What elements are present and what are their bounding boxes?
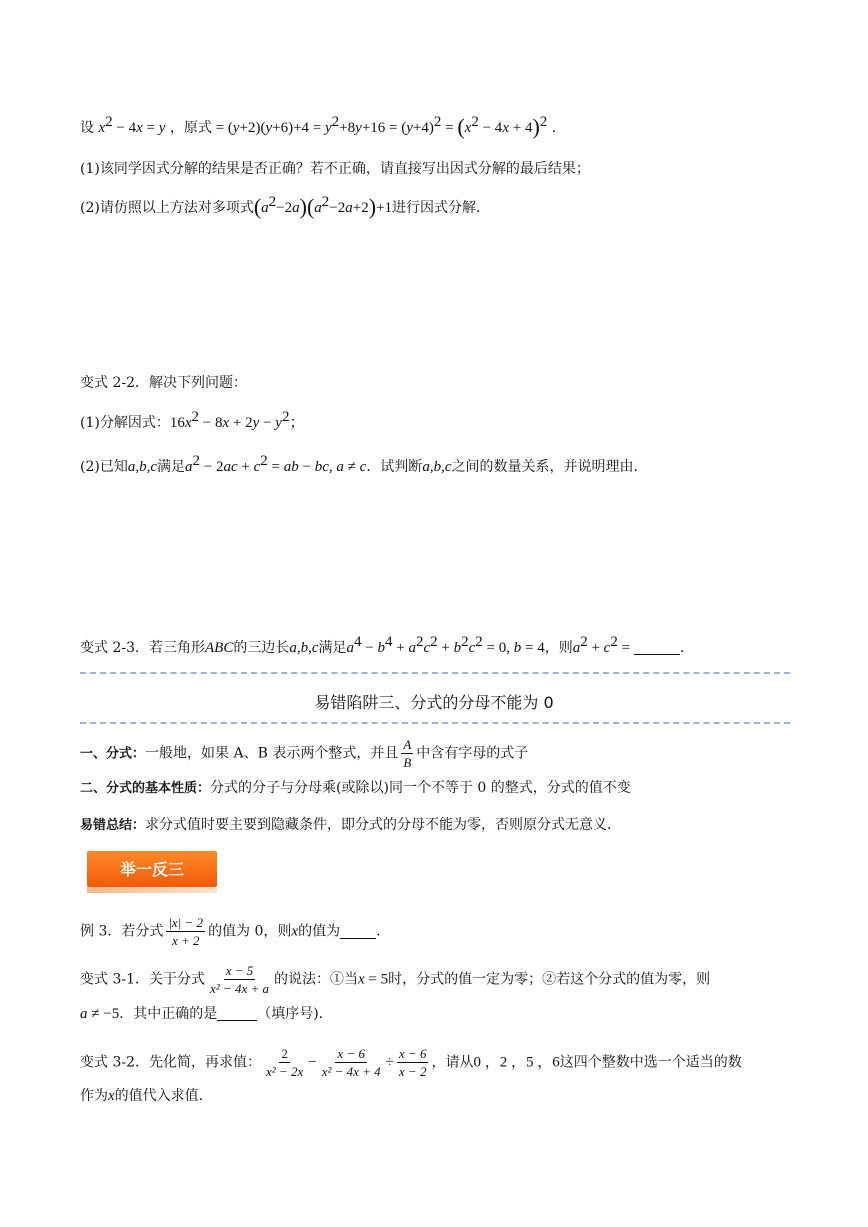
fraction-abs-x: $\frac{|x| - 2}{x + 2}$ bbox=[168, 915, 204, 948]
fraction-x-minus-6-a: $\frac{x - 6}{\text{x² − 4x + 4}}$ bbox=[321, 1046, 381, 1079]
variant-3-2-line2: 作为x的值代入求值． bbox=[80, 1088, 213, 1104]
answer-blank bbox=[634, 640, 680, 655]
question-2: (2)请仿照以上方法对多项式$(a^2-2a)(a^2-2a+2)+1$进行因式分解． bbox=[80, 194, 491, 219]
text: 这四个整数中选一个适当的数 bbox=[559, 1054, 742, 1071]
text: ，则 bbox=[544, 640, 573, 656]
text: ． bbox=[376, 923, 391, 940]
variant-2-3: 变式 2-3．若三角形ABC的三边长a,b,c满足$a^4 - b^4 + a^2c^2 + b^2c^2 = 0$, b = 4，则$a^2 + c^2$ = ． bbox=[80, 634, 694, 656]
text: (1)分解因式： bbox=[80, 415, 170, 431]
text: 的值为 bbox=[298, 923, 341, 940]
variant-3-1: 变式 3-1．关于分式 $\frac{x - 5}{\text{x² − 4x + a}}$ 的说法：①当x = 5时，分式的值一定为零；②若这个分式的值为零，则 bbox=[80, 963, 711, 996]
label: 一、分式： bbox=[80, 746, 146, 762]
definition-line bbox=[80, 738, 528, 769]
number-choices: 0 ，2 ，5 ，6 bbox=[473, 1054, 560, 1071]
summary-line bbox=[80, 815, 621, 836]
substitution-line: 设 $x^2 - 4x = y$ ，原式 = $(y+2)(y+6)+4 = y^2+8y+16 = (y+4)^2 = (x^2 - 4x + 4)^2$ ． bbox=[80, 114, 566, 139]
text: 之间的数量关系，并说明理由． bbox=[451, 459, 648, 475]
text: 一般地，如果 A、B 表示两个整式，并且 bbox=[145, 745, 399, 762]
text: 分式的分子与分母乘(或除以)同一个不等于 0 的整式，分式的值不变 bbox=[210, 780, 631, 796]
text: 变式 3-1．关于分式 bbox=[80, 971, 205, 988]
fraction-a-over-b: $\frac{A}{B}$ bbox=[403, 737, 412, 770]
text: 求分式值时要主要到隐藏条件，即分式的分母不能为零，否则原分式无意义． bbox=[145, 817, 622, 833]
answer-blank bbox=[217, 1006, 257, 1021]
label: 易错总结： bbox=[80, 818, 146, 833]
text: 变式 3-2．先化简，再求值： bbox=[80, 1054, 261, 1071]
text: ．其中正确的是 bbox=[119, 1006, 218, 1022]
badge-label: 举一反三 bbox=[119, 860, 184, 879]
variant-3-2: 变式 3-2．先化简，再求值： $\frac{2}{\text{x² − 2x}}$ − $\frac{x - 6}{\text{x² − 4x + 4}}$ ÷ $\frac{x - 6}{x - 2}$ ，请从0 ，2 ，5 ，6这四个整数中选一个适当的数 bbox=[80, 1046, 742, 1079]
badge-shadow bbox=[87, 887, 217, 893]
section-heading: 易错陷阱三、分式的分母不能为 0 bbox=[314, 693, 554, 712]
variant-2-2-title: 变式 2-2．解决下列问题： bbox=[80, 375, 247, 391]
text: 的三边长 bbox=[233, 640, 290, 656]
text: ． bbox=[551, 120, 566, 136]
text: 变式 2-3．若三角形 bbox=[80, 640, 205, 656]
variant-3-1-line2: a ≠ −5．其中正确的是 （填序号)． bbox=[80, 1006, 333, 1022]
divider-top bbox=[80, 672, 790, 674]
triangle-name: ABC bbox=[205, 640, 234, 656]
text: 的值代入求值． bbox=[114, 1088, 213, 1104]
text: 作为 bbox=[80, 1088, 108, 1104]
example-3: 例 3．若分式 $\frac{|x| - 2}{x + 2}$ 的值为 0，则x的值为 ． bbox=[80, 915, 391, 948]
text: 设 bbox=[80, 120, 94, 136]
text: 的说法：①当 bbox=[273, 971, 358, 988]
text: ，请从 bbox=[431, 1054, 474, 1071]
fraction-x-minus-5: $\frac{x - 5}{\text{x² − 4x + a}}$ bbox=[210, 963, 269, 996]
variant-2-2-part2: (2)已知a,b,c满足$a^2 - 2ac + c^2$ = ab − bc, a ≠ c．试判断a,b,c之间的数量关系，并说明理由． bbox=[80, 453, 648, 475]
question-1: (1)该同学因式分解的结果是否正确？若不正确，请直接写出因式分解的最后结果； bbox=[80, 161, 590, 177]
divider-bottom bbox=[80, 722, 790, 724]
fraction-2: $\frac{2}{\text{x² − 2x}}$ bbox=[266, 1046, 304, 1079]
practice-badge bbox=[87, 851, 217, 893]
property-line bbox=[80, 778, 631, 799]
text: 中含有字母的式子 bbox=[416, 745, 529, 762]
text: 满足 bbox=[318, 640, 347, 656]
text: 例 3．若分式 bbox=[80, 923, 164, 940]
text: 时，分式的值一定为零；②若这个分式的值为零，则 bbox=[388, 971, 711, 988]
text: （填序号)． bbox=[257, 1006, 333, 1022]
text: 的值为 0，则 bbox=[208, 923, 292, 940]
text: 进行因式分解． bbox=[392, 200, 491, 216]
variant-2-2-part1: (1)分解因式：$16x^2 - 8x + 2y - y^2$； bbox=[80, 409, 305, 431]
text: 满足 bbox=[157, 459, 186, 475]
label: 二、分式的基本性质： bbox=[80, 781, 211, 796]
answer-blank bbox=[340, 924, 376, 939]
text: ． bbox=[679, 640, 694, 656]
fraction-x-minus-6-b: $\frac{x - 6}{x - 2}$ bbox=[398, 1046, 427, 1079]
text: ，原式 bbox=[169, 120, 212, 136]
text: ．试判断 bbox=[366, 459, 423, 475]
text: (2)请仿照以上方法对多项式 bbox=[80, 200, 254, 216]
text: (2)已知 bbox=[80, 459, 128, 475]
